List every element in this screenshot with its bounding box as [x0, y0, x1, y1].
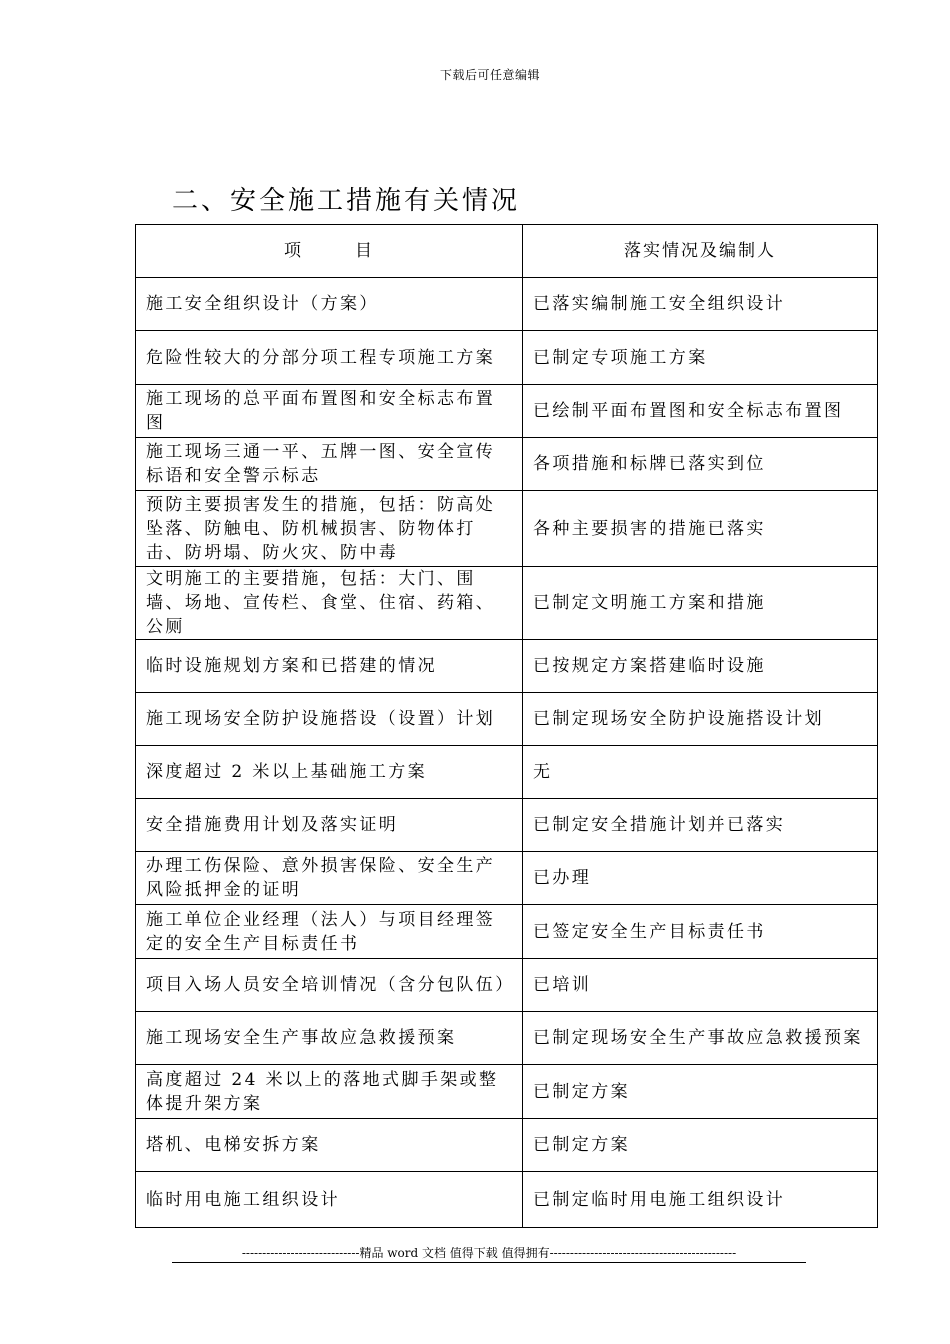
- status-cell: 已制定方案: [523, 1119, 878, 1172]
- table-row: [136, 1065, 878, 1119]
- page-footer: -----------------------------精品 word 文档 值得下载 值得拥有----------------------------------------------: [241, 1246, 737, 1260]
- table-row: [136, 1012, 878, 1065]
- page-header-note: 下载后可任意编辑: [439, 68, 540, 82]
- item-cell: 高度超过 24 米以上的落地式脚手架或整体提升架方案: [136, 1065, 523, 1119]
- table-row: [136, 640, 878, 693]
- table-row: [136, 959, 878, 1012]
- item-cell: 文明施工的主要措施，包括：大门、围墙、场地、宣传栏、食堂、住宿、药箱、公厕: [136, 567, 523, 640]
- table-row: [136, 1172, 878, 1228]
- column-header-status: 落实情况及编制人: [523, 225, 878, 278]
- item-cell: 临时设施规划方案和已搭建的情况: [136, 640, 523, 693]
- table-row: [136, 905, 878, 959]
- status-cell: 各项措施和标牌已落实到位: [523, 438, 878, 491]
- column-header-item-char-2: 目: [355, 241, 374, 261]
- item-cell: 预防主要损害发生的措施，包括：防高处坠落、防触电、防机械损害、防物体打击、防坍塌、防火灾、防中毒: [136, 491, 523, 567]
- item-cell: 施工现场的总平面布置图和安全标志布置图: [136, 385, 523, 438]
- section-title: 二、安全施工措施有关情况: [172, 186, 521, 216]
- table-row: [136, 278, 878, 331]
- item-cell: 临时用电施工组织设计: [136, 1172, 523, 1228]
- item-cell: 塔机、电梯安拆方案: [136, 1119, 523, 1172]
- status-cell: 已培训: [523, 959, 878, 1012]
- table-row: [136, 693, 878, 746]
- table-row: [136, 385, 878, 438]
- table-row: [136, 1119, 878, 1172]
- table-row: [136, 331, 878, 385]
- table-row: [136, 799, 878, 852]
- status-cell: 已制定专项施工方案: [523, 331, 878, 385]
- status-cell: 已落实编制施工安全组织设计: [523, 278, 878, 331]
- status-cell: 已制定现场安全防护设施搭设计划: [523, 693, 878, 746]
- footer-rule: [172, 1262, 806, 1263]
- status-cell: 已绘制平面布置图和安全标志布置图: [523, 385, 878, 438]
- table-row: [136, 438, 878, 491]
- item-cell: 安全措施费用计划及落实证明: [136, 799, 523, 852]
- item-cell: 施工单位企业经理（法人）与项目经理签定的安全生产目标责任书: [136, 905, 523, 959]
- item-cell: 施工现场安全生产事故应急救援预案: [136, 1012, 523, 1065]
- item-cell: 施工现场三通一平、五牌一图、安全宣传标语和安全警示标志: [136, 438, 523, 491]
- item-cell: 危险性较大的分部分项工程专项施工方案: [136, 331, 523, 385]
- item-cell: 施工现场安全防护设施搭设（设置）计划: [136, 693, 523, 746]
- table-header-row: [136, 225, 878, 278]
- table-row: [136, 746, 878, 799]
- status-cell: 已制定安全措施计划并已落实: [523, 799, 878, 852]
- table-row: [136, 852, 878, 905]
- status-cell: 已制定临时用电施工组织设计: [523, 1172, 878, 1228]
- status-cell: 各种主要损害的措施已落实: [523, 491, 878, 567]
- safety-measures-table: [135, 224, 878, 1228]
- status-cell: 已制定方案: [523, 1065, 878, 1119]
- table-row: [136, 567, 878, 640]
- item-cell: 深度超过 2 米以上基础施工方案: [136, 746, 523, 799]
- column-header-item: [136, 225, 523, 278]
- status-cell: 已制定现场安全生产事故应急救援预案: [523, 1012, 878, 1065]
- column-header-item-char-1: 项: [284, 241, 303, 261]
- status-cell: 已制定文明施工方案和措施: [523, 567, 878, 640]
- status-cell: 已办理: [523, 852, 878, 905]
- status-cell: 无: [523, 746, 878, 799]
- item-cell: 项目入场人员安全培训情况（含分包队伍）: [136, 959, 523, 1012]
- table-row: [136, 491, 878, 567]
- item-cell: 办理工伤保险、意外损害保险、安全生产风险抵押金的证明: [136, 852, 523, 905]
- item-cell: 施工安全组织设计（方案）: [136, 278, 523, 331]
- status-cell: 已按规定方案搭建临时设施: [523, 640, 878, 693]
- status-cell: 已签定安全生产目标责任书: [523, 905, 878, 959]
